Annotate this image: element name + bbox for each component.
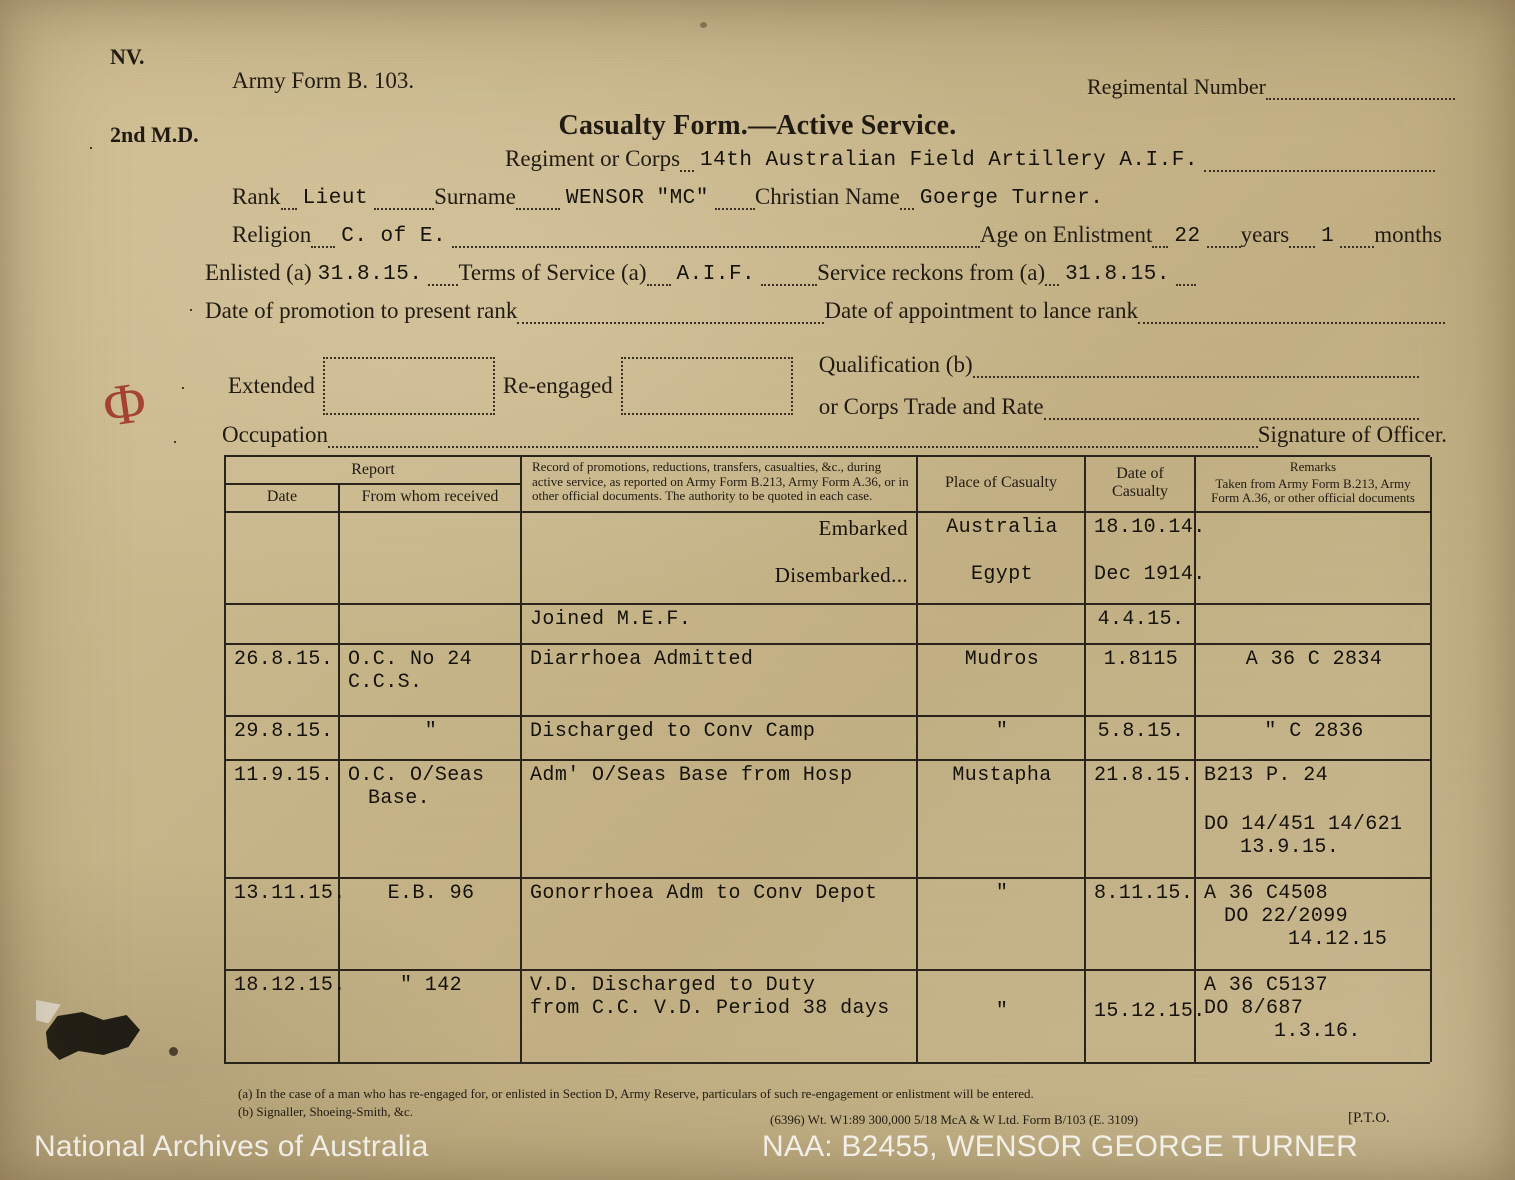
date-of-casualty-header: Date of Casualty xyxy=(1085,457,1195,512)
cell-remarks xyxy=(1195,760,1431,878)
cell-from-line1: O.C. O/Seas xyxy=(348,763,485,787)
cell-date xyxy=(225,512,339,560)
enlistment-row xyxy=(205,260,1445,286)
regimental-number-field xyxy=(1087,74,1455,100)
cell-date-casualty: 18.10.14. xyxy=(1085,512,1195,560)
cell-record: Adm' O/Seas Base from Hosp xyxy=(521,760,917,878)
occupation-label: Occupation xyxy=(222,422,329,447)
cell-place: " xyxy=(917,878,1085,970)
cell-from xyxy=(339,560,521,604)
cell-date xyxy=(225,604,339,644)
religion-dots xyxy=(452,223,980,248)
cell-from-line1: O.C. No 24 xyxy=(348,647,473,671)
cell-remarks xyxy=(1195,560,1431,604)
table-header-group-row xyxy=(225,457,1431,484)
religion-value: C. of E. xyxy=(341,225,447,248)
army-form-number: Army Form B. 103. xyxy=(232,68,415,93)
regiment-field xyxy=(505,146,1435,172)
rank-label: Rank xyxy=(232,184,281,209)
religion-label: Religion xyxy=(232,222,312,247)
promotion-label: Date of promotion to present rank xyxy=(205,298,518,323)
terms-of-service-label: Terms of Service (a) xyxy=(458,260,647,285)
signature-of-officer-label: Signature of Officer. xyxy=(1257,422,1447,447)
cell-from: " 142 xyxy=(339,970,521,1062)
cell-record: Gonorrhoea Adm to Conv Depot xyxy=(521,878,917,970)
christian-name-value: Goerge Turner. xyxy=(919,187,1104,210)
cell-date-casualty: Dec 1914. xyxy=(1085,560,1195,604)
corps-trade-dots xyxy=(1044,395,1419,420)
extended-label: Extended xyxy=(228,373,315,398)
promotion-row xyxy=(205,298,1445,324)
cell-date-casualty: 4.4.15. xyxy=(1085,604,1195,644)
regimental-number-dots xyxy=(1266,76,1455,100)
cell-from-line2: Base. xyxy=(368,786,431,810)
cell-record xyxy=(521,970,917,1062)
cell-date-line1: 18.12.15. xyxy=(234,973,346,997)
cell-date-casualty: 8.11.15. xyxy=(1085,878,1195,970)
cell-place: Mustapha xyxy=(917,760,1085,878)
cell-date-casualty-value: 15.12.15. xyxy=(1094,999,1206,1023)
cell-remarks-line1: A 36 C4508 xyxy=(1204,881,1329,905)
cell-remarks xyxy=(1195,604,1431,644)
service-reckons-value: 31.8.15. xyxy=(1065,263,1170,286)
cell-record xyxy=(521,512,917,560)
cell-date-casualty xyxy=(1085,970,1206,1062)
cell-place: Australia xyxy=(917,512,1085,560)
embarked-label: Embarked xyxy=(818,515,909,540)
reengaged-label: Re-engaged xyxy=(502,373,613,398)
cell-remarks xyxy=(1195,878,1431,970)
cell-from xyxy=(339,604,521,644)
cell-date: 13.11.15. xyxy=(225,878,339,970)
table-row xyxy=(225,760,1431,878)
cell-remarks: A 36 C 2834 xyxy=(1195,644,1431,716)
cell-from-line2: C.C.S. xyxy=(348,670,423,694)
surname-label: Surname xyxy=(434,184,516,209)
cell-remarks: " C 2836 xyxy=(1195,716,1431,760)
table-row xyxy=(225,644,1431,716)
cell-record-line1: V.D. Discharged to Duty xyxy=(530,973,816,997)
christian-name-label: Christian Name xyxy=(754,184,900,209)
casualty-record-table xyxy=(224,455,1430,1064)
table-row xyxy=(225,512,1431,560)
lance-rank-dots xyxy=(1138,299,1445,324)
table-row xyxy=(225,560,1431,604)
footnote-b: (b) Signaller, Shoeing-Smith, &c. xyxy=(238,1103,413,1119)
cell-date: 26.8.15. xyxy=(225,644,339,716)
paper-speck xyxy=(700,22,707,28)
footnote-a: (a) In the case of a man who has re-engaged for, or enlisted in Section D, Army Reserve, particulars of such re-engagement or enlistment will be entered. xyxy=(238,1086,1034,1101)
cell-from: E.B. 96 xyxy=(339,878,521,970)
service-reckons-label: Service reckons from (a) xyxy=(817,260,1046,285)
record-column-header: Record of promotions, reductions, transfers, casualties, &c., during active service, as reported on Army Form B.213, Army Form A.36, or in other official documents. The authority to be quoted in each case. xyxy=(521,457,917,512)
margin-tick: · xyxy=(172,432,178,452)
cell-place: Mudros xyxy=(917,644,1085,716)
cell-place: Egypt xyxy=(917,560,1085,604)
remarks-title: Remarks xyxy=(1289,459,1337,475)
regiment-value: 14th Australian Field Artillery A.I.F. xyxy=(700,149,1198,172)
watermark-archive: National Archives of Australia xyxy=(34,1130,429,1163)
pto-marker: [P.T.O. xyxy=(1348,1110,1390,1126)
remarks-subtitle: Taken from Army Form B.213, Army Form A.36, or other official documents xyxy=(1211,475,1415,506)
cell-remarks-line2: DO 22/2099 xyxy=(1224,904,1349,928)
cell-date-casualty: 21.8.15. xyxy=(1085,760,1195,878)
paper-speck xyxy=(169,1047,178,1056)
age-years-value: 22 xyxy=(1174,225,1201,248)
occupation-dots xyxy=(328,423,1258,448)
cell-record: Diarrhoea Admitted xyxy=(521,644,917,716)
cell-record-line2: from C.C. V.D. Period 38 days xyxy=(530,996,890,1020)
age-on-enlistment-label: Age on Enlistment xyxy=(979,222,1153,247)
qualification-label: Qualification (b) xyxy=(818,352,973,377)
surname-value: WENSOR xyxy=(565,187,645,210)
table-row xyxy=(225,970,1431,1062)
lance-rank-label: Date of appointment to lance rank xyxy=(824,298,1138,323)
place-of-casualty-header: Place of Casualty xyxy=(917,457,1085,512)
margin-tick: · xyxy=(188,300,194,320)
surname-suffix: "MC" xyxy=(656,187,709,210)
paper-tear-damage xyxy=(36,1000,164,1082)
terms-of-service-value: A.I.F. xyxy=(676,263,756,286)
cell-record xyxy=(521,560,917,604)
name-fields-row xyxy=(232,184,1442,210)
cell-remarks-line3: 1.3.16. xyxy=(1274,1019,1361,1043)
cell-from xyxy=(339,644,521,716)
months-word: months xyxy=(1374,222,1442,247)
cell-place xyxy=(917,970,1085,1062)
page-title: Casualty Form.—Active Service. xyxy=(558,110,957,141)
annotation-military-district: 2nd M.D. xyxy=(110,122,199,147)
corps-trade-label: or Corps Trade and Rate xyxy=(818,394,1044,419)
from-whom-received-header: From whom received xyxy=(339,484,521,512)
cell-remarks-line2: DO 14/451 14/621 xyxy=(1204,812,1403,836)
disembarked-label: Disembarked... xyxy=(774,562,909,587)
years-word: years xyxy=(1240,222,1290,247)
cell-record: Joined M.E.F. xyxy=(521,604,917,644)
margin-tick: · xyxy=(180,378,186,398)
enlisted-label: Enlisted (a) xyxy=(205,260,312,285)
age-months-value: 1 xyxy=(1321,225,1335,248)
cell-date-casualty: 5.8.15. xyxy=(1085,716,1195,760)
extended-row xyxy=(228,352,1448,420)
occupation-row xyxy=(222,422,1447,448)
cell-date: 29.8.15. xyxy=(225,716,339,760)
rank-value: Lieut xyxy=(302,187,369,210)
regiment-dots xyxy=(1204,147,1435,172)
watermark-reference: NAA: B2455, WENSOR GEORGE TURNER xyxy=(762,1130,1358,1163)
cell-remarks xyxy=(1195,970,1431,1062)
cell-place xyxy=(917,604,1085,644)
cell-place: " xyxy=(917,716,1085,760)
cell-place-value: " xyxy=(995,999,1009,1023)
reengaged-box[interactable] xyxy=(621,357,793,415)
table-row xyxy=(225,716,1431,760)
cell-date-casualty: 1.8115 xyxy=(1085,644,1195,716)
red-pencil-annotation: Φ xyxy=(99,368,151,440)
margin-tick: · xyxy=(88,138,94,158)
extended-box[interactable] xyxy=(323,357,495,415)
qualification-dots xyxy=(973,353,1419,378)
cell-date: 11.9.15. xyxy=(225,760,339,878)
report-group-header: Report xyxy=(225,457,521,484)
regiment-label: Regiment or Corps xyxy=(505,146,681,171)
annotation-nv: NV. xyxy=(110,44,145,69)
religion-age-row xyxy=(232,222,1442,248)
remarks-column-header xyxy=(1195,457,1431,512)
cell-remarks-line3: 14.12.15 xyxy=(1288,927,1388,951)
cell-remarks xyxy=(1195,512,1431,560)
cell-remarks-line2: DO 8/687 xyxy=(1204,996,1304,1020)
enlisted-value: 31.8.15. xyxy=(317,263,423,286)
cell-from xyxy=(339,512,521,560)
cell-from xyxy=(339,760,521,878)
printer-imprint: (6396) Wt. W1:89 300,000 5/18 McA & W Ltd. Form B/103 (E. 3109) xyxy=(770,1112,1139,1127)
table-row xyxy=(225,604,1431,644)
promotion-dots xyxy=(517,299,824,324)
cell-remarks-line1: A 36 C5137 xyxy=(1204,973,1329,997)
cell-remarks-line1: B213 P. 24 xyxy=(1204,763,1329,787)
table-row xyxy=(225,878,1431,970)
date-column-header: Date xyxy=(225,484,339,512)
cell-date xyxy=(225,560,339,604)
cell-remarks-line3: 13.9.15. xyxy=(1240,835,1340,859)
cell-from: " xyxy=(339,716,521,760)
cell-record: Discharged to Conv Camp xyxy=(521,716,917,760)
regimental-number-label: Regimental Number xyxy=(1087,74,1267,99)
cell-date xyxy=(225,970,346,1062)
